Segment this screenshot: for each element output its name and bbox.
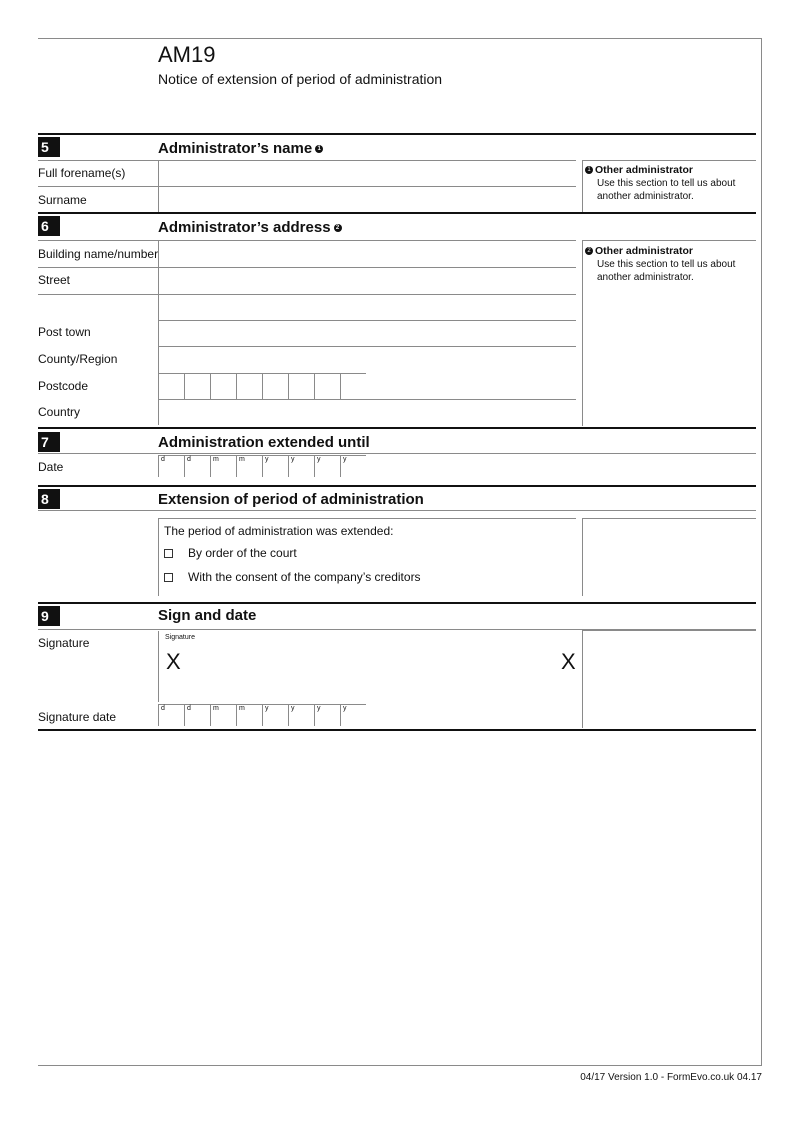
section-9-side-top	[583, 630, 756, 631]
country-top-line	[158, 399, 576, 400]
court-order-checkbox[interactable]	[164, 549, 173, 558]
note-2-text-2: another administrator.	[597, 272, 694, 283]
form-end-rule	[38, 729, 756, 731]
date-box-month[interactable]: m	[236, 455, 260, 477]
note-1-text-1: Use this section to tell us about	[597, 178, 736, 189]
footer-version: 04/17 Version 1.0 - FormEvo.co.uk 04.17	[580, 1072, 762, 1083]
postcode-box[interactable]	[158, 373, 182, 399]
postcode-box[interactable]	[314, 373, 338, 399]
date-box-year[interactable]: y	[288, 455, 312, 477]
county-label: County/Region	[38, 352, 118, 366]
section-5-title-text: Administrator’s name	[158, 140, 313, 157]
forename-row-line	[38, 186, 158, 187]
county-field[interactable]	[158, 347, 576, 373]
signature-date-box-month[interactable]: m	[210, 704, 234, 726]
postcode-box[interactable]	[340, 373, 364, 399]
postcode-box[interactable]	[262, 373, 286, 399]
note-1-title: Other administrator	[595, 164, 694, 176]
signature-x-mark-left-icon: X	[166, 649, 181, 674]
signature-x-mark-right-icon: X	[561, 649, 576, 674]
section-9-number: 9	[38, 606, 60, 626]
note-2-text-1: Use this section to tell us about	[597, 259, 736, 270]
creditors-consent-checkbox[interactable]	[164, 573, 173, 582]
signature-date-box-year[interactable]: y	[262, 704, 286, 726]
building-field[interactable]	[158, 241, 576, 268]
signature-label: Signature	[38, 636, 90, 650]
signature-date-label: Signature date	[38, 710, 117, 724]
section-8-box-top	[158, 518, 576, 519]
street-label: Street	[38, 273, 71, 287]
post-town-field[interactable]	[158, 321, 576, 347]
date-box-year[interactable]: y	[262, 455, 286, 477]
note-1-top-line	[583, 160, 756, 161]
date-box-day[interactable]: d	[184, 455, 208, 477]
surname-label: Surname	[38, 193, 87, 207]
section-6-title	[158, 219, 342, 236]
section-8-rule	[38, 485, 756, 487]
section-6-number: 6	[38, 216, 60, 236]
note-1-heading	[585, 164, 757, 177]
postcode-box[interactable]	[288, 373, 312, 399]
date-box-year[interactable]: y	[314, 455, 338, 477]
building-label: Building name/number	[38, 247, 159, 261]
top-rule	[38, 38, 762, 39]
section-8-side-top	[583, 518, 756, 519]
note-1-icon: 1	[585, 166, 593, 174]
signature-date-box-year[interactable]: y	[314, 704, 338, 726]
country-label: Country	[38, 405, 81, 419]
signature-date-box-year[interactable]: y	[288, 704, 312, 726]
postcode-box[interactable]	[210, 373, 234, 399]
building-row-line	[38, 267, 158, 268]
signature-date-box-month[interactable]: m	[236, 704, 260, 726]
note-1-badge-icon: 1	[315, 145, 323, 153]
court-order-label: By order of the court	[188, 546, 297, 560]
street-field[interactable]	[158, 268, 576, 295]
section-8-title: Extension of period of administration	[158, 491, 424, 508]
note-2-heading	[585, 245, 757, 258]
section-8-header-underline	[38, 510, 756, 511]
bottom-rule	[38, 1065, 762, 1066]
note-2-top-line	[583, 240, 756, 241]
signature-date-box-day[interactable]: d	[158, 704, 182, 726]
section-9-title: Sign and date	[158, 607, 257, 624]
note-2	[583, 245, 757, 284]
country-field[interactable]	[158, 399, 576, 425]
section-6-rule	[38, 212, 756, 214]
post-town-label: Post town	[38, 325, 91, 339]
date-box-month[interactable]: m	[210, 455, 234, 477]
forename-label: Full forename(s)	[38, 166, 126, 180]
note-2-title: Other administrator	[595, 245, 694, 257]
note-2-badge-icon: 2	[334, 224, 342, 232]
section-7-rule	[38, 427, 756, 429]
note-1	[583, 164, 757, 203]
section-5-number: 5	[38, 137, 60, 157]
street-field-2[interactable]	[158, 295, 576, 321]
note-1-text-2: another administrator.	[597, 191, 694, 202]
signature-date-box-day[interactable]: d	[184, 704, 208, 726]
right-rule	[761, 38, 762, 1066]
form-code: AM19	[158, 42, 216, 67]
section-8-side-left	[582, 518, 583, 596]
section-5-rule	[38, 133, 756, 135]
postcode-box[interactable]	[236, 373, 260, 399]
date-box-year[interactable]: y	[340, 455, 364, 477]
section-6-title-text: Administrator’s address	[158, 219, 331, 236]
form-title: Notice of extension of period of administration	[158, 71, 443, 87]
street-row-line	[38, 294, 158, 295]
signature-box[interactable]	[158, 631, 576, 702]
date-box-day[interactable]: d	[158, 455, 182, 477]
signature-box-caption: Signature	[165, 634, 195, 641]
creditors-consent-label: With the consent of the company’s creditors	[188, 570, 421, 584]
surname-field[interactable]	[158, 187, 576, 213]
forename-field[interactable]	[158, 161, 576, 187]
date-label: Date	[38, 460, 64, 474]
section-7-header-underline	[38, 453, 756, 454]
section-7-number: 7	[38, 432, 60, 452]
postcode-label: Postcode	[38, 379, 89, 393]
section-8-number: 8	[38, 489, 60, 509]
postcode-box[interactable]	[184, 373, 208, 399]
section-7-title: Administration extended until	[158, 434, 370, 451]
section-9-rule	[38, 602, 756, 604]
signature-date-box-year[interactable]: y	[340, 704, 364, 726]
extension-statement: The period of administration was extended:	[164, 524, 394, 538]
section-5-title	[158, 140, 323, 157]
section-9-side-left	[582, 630, 583, 728]
section-8-box-left	[158, 518, 159, 596]
note-2-icon: 2	[585, 247, 593, 255]
